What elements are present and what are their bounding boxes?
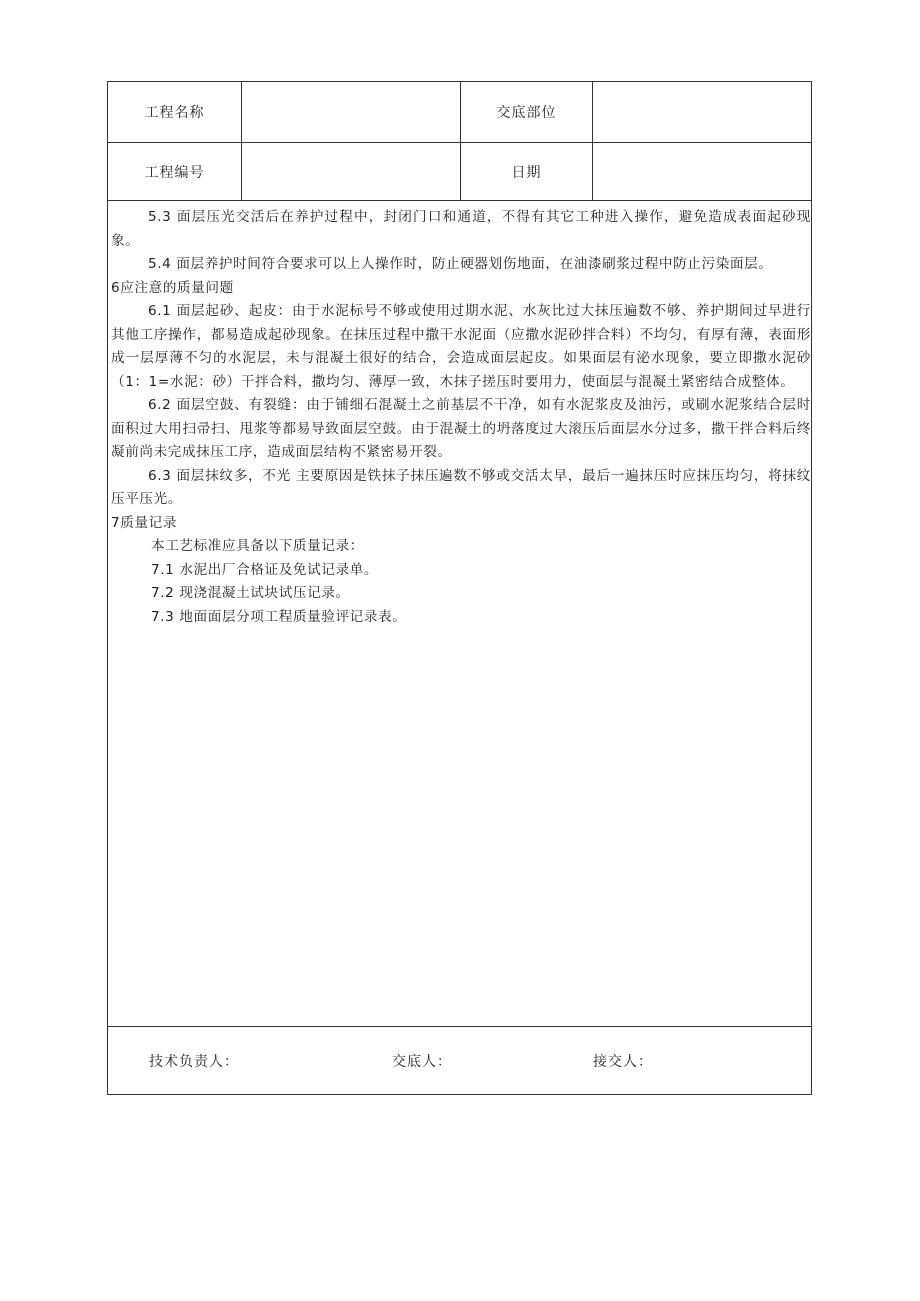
paragraph-7-1: 7.1 水泥出厂合格证及免试记录单。: [151, 561, 379, 578]
paragraph-5-4: 5.4 面层养护时间符合要求可以上人操作时，防止硬器划伤地面，在油漆刷浆过程中防止污染面层。: [148, 256, 773, 272]
paragraph-7-2: 7.2 现浇混凝土试块试压记录。: [151, 585, 350, 601]
heading-6: 6应注意的质量问题: [111, 279, 234, 296]
paragraph-5-3: 5.3 面层压光交活后在养护过程中，封闭门口和通道，不得有其它工种进入操作，避免造成表面起砂现象。: [111, 209, 811, 249]
handover-content: [111, 206, 811, 629]
date-label: 日期: [511, 164, 542, 181]
handover-form: [107, 81, 812, 1095]
project-name-label: 工程名称: [144, 105, 205, 121]
paragraph-6-3: 6.3 面层抹纹多，不光 主要原因是铁抹子抹压遍数不够或交活太早，最后一遍抹压时应抹压均匀，将抹纹压平压光。: [111, 467, 811, 507]
paragraph-6-1: 6.1 面层起砂、起皮：由于水泥标号不够或使用过期水泥、水灰比过大抹压遍数不够、养护期间过早进行其他工序操作，都易造成起砂现象。在抹压过程中撒干水泥面（应撒水泥砂拌合料）不均匀，有厚有薄，表面形成一层厚薄不匀的水泥层，未与混凝土很好的结合，会造成面层起皮。如果面层有泌水现象，要立即撒水泥砂（1：1=水泥：砂）干拌合料，撒均匀、薄厚一致，木抹子搓压时要用力，使面层与混凝土紧密结合成整体。: [111, 303, 811, 390]
paragraph-6-2: 6.2 面层空鼓、有裂缝：由于铺细石混凝土之前基层不干净，如有水泥浆皮及油污，或刷水泥浆结合层时面积过大用扫帚扫、甩浆等都易导致面层空鼓。由于混凝土的坍落度过大滚压后面层水分过多，撒干拌合料后终凝前尚未完成抹压工序，造成面层结构不紧密易开裂。: [111, 397, 811, 460]
handover-part-value[interactable]: [593, 82, 811, 142]
header-bottom-divider: [108, 200, 811, 201]
footer-divider: [108, 1026, 811, 1027]
project-name-value[interactable]: [242, 82, 460, 142]
date-value[interactable]: [593, 143, 811, 200]
paragraph-7-3: 7.3 地面面层分项工程质量验评记录表。: [151, 608, 407, 625]
tech-lead-signature-label: 技术负责人：: [149, 1054, 239, 1070]
receiver-signature-label: 接交人：: [593, 1054, 653, 1070]
paragraph-7-intro: 本工艺标准应具备以下质量记录：: [151, 538, 364, 554]
project-no-label: 工程编号: [144, 164, 205, 181]
project-no-value[interactable]: [242, 143, 460, 200]
discloser-signature-label: 交底人：: [392, 1054, 452, 1070]
heading-7: 7质量记录: [111, 514, 178, 531]
handover-part-label: 交底部位: [496, 105, 557, 121]
